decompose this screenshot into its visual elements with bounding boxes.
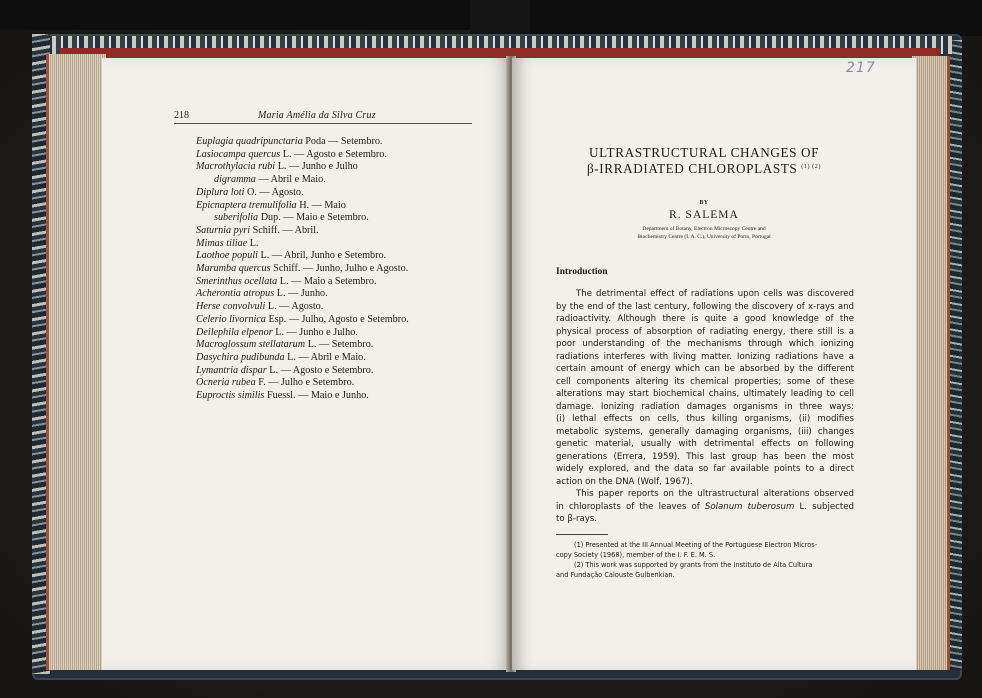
article-author: R. SALEMA [669,209,739,221]
paragraph-line: alterations may start biochemical chains, ultimately leading to cell [556,389,854,399]
species-entry [196,225,486,238]
species-record: H. — Maio [296,199,346,211]
species-record: O. — Agosto. [244,186,304,198]
left-page [102,58,510,670]
species-entry [196,212,486,225]
species-record: L. — Junho e Julho. [272,326,358,338]
species-record: L. — Agosto. [265,301,324,313]
paragraph-line: by the end of the last century, following the discovery of x-rays and [556,301,854,312]
paragraph-line: generations (Errera, 1959). This last group has been the most [556,451,854,462]
handwritten-page-number: 217 [846,60,876,76]
species-entry [196,390,486,403]
species-name: Laothoe populi [196,250,258,262]
introduction-body [556,288,854,526]
paragraph-line: This paper reports on the ultrastructural alterations observed [576,489,854,499]
paragraph-line: damage. Ionizing radiation damages organisms in three ways: [556,401,854,412]
species-entry [196,263,486,276]
species-name-italic: Solanum tuberosum [704,501,795,512]
by-label: BY [699,200,709,206]
species-name: digramma [214,174,256,186]
species-name: Euplagia quadripunctaria [196,136,303,147]
paragraph-line: cell components altering its chemical properties; some of these [556,376,854,387]
species-record: Schiff. — Abril. [250,224,319,236]
species-name: Diplura loti [196,186,245,198]
species-entry [196,250,486,263]
species-record: Poda — Setembro. [302,136,383,147]
paragraph-line: The detrimental effect of radiations upon cells was discovered [576,289,854,299]
article-title [552,146,856,176]
species-name: Celerio livornica [196,313,266,325]
species-list [196,136,486,403]
species-name: Acherontia atropus [196,288,275,300]
affiliation-line-2: Biochemistry Centre (I. A. C.), University of Porto, Portugal [637,234,771,240]
species-entry [196,314,486,327]
species-name: Epicnaptera tremulifolia [196,199,297,211]
footnote-1-line-1: (1) Presented at the III Annual Meeting of the Portuguese Electron Micros- [574,541,818,549]
species-name: Lymantria dispar [196,364,267,376]
species-entry [196,200,486,213]
paragraph-line: (i) lethal effects on cells, thus killing organisms, (ii) modifies [556,414,854,424]
species-entry [196,174,486,187]
scanner-clip-right [530,0,982,36]
paragraph-line: metabolic systems, generally damaging organisms, (iii) changes [556,426,854,437]
paragraph-text: L. subjected [794,501,854,512]
section-heading: Introduction [556,267,608,277]
species-name: Herse convolvuli [196,301,266,313]
affiliation-line-1: Department of Botany, Electron Microscopy Centre and [642,226,766,232]
species-name: Marumba quercus [196,263,271,275]
species-name: Dasychira pudibunda [196,351,285,363]
species-entry [196,136,486,149]
species-entry [196,327,486,340]
species-record: L. — Abril, Junho e Setembro. [257,250,387,262]
paragraph-line: action on the DNA (Wolf, 1967). [556,476,693,487]
species-record: L. — Agosto e Setembro. [280,148,387,160]
paragraph-text: in chloroplasts of the leaves of [556,501,705,512]
author-affiliation [512,225,896,241]
species-name: Saturnia pyri [196,224,251,236]
species-name: Smerinthus ocellata [196,275,278,287]
running-head-author: Maria Amélia da Silva Cruz [258,110,376,121]
title-footnote-marks: (1) (2) [801,164,821,170]
species-entry [196,238,486,251]
species-record: L. — Agosto e Setembro. [266,364,374,376]
species-record: L. — Setembro. [305,339,374,351]
footnote-2-line-2: and Fundação Calouste Gulbenkian. [556,571,675,579]
paragraph-line: physical process of absorption of radiating energy, there still is a [556,326,854,337]
species-record: L. — Maio a Setembro. [277,275,377,287]
page-number: 218 [174,110,189,121]
paragraph-line: poor understanding of the mechanisms through which ionizing [556,339,854,349]
species-name: Ocneria rubea [196,377,256,389]
page-stack-left [46,54,106,670]
right-page [512,58,916,670]
species-name: suberifolia [214,212,259,224]
paragraph-1 [556,288,854,488]
red-page-edge [60,48,940,58]
title-line-1: ULTRASTRUCTURAL CHANGES OF [588,145,820,160]
species-record: Dup. — Maio e Setembro. [258,212,369,224]
paragraph-line: genetic material, usually with detrimental effects on following [556,439,854,449]
species-record: L. [247,237,259,249]
species-entry [196,301,486,314]
species-name: Macroglossum stellatarum [196,339,306,351]
scanner-clip-left [0,0,470,30]
species-entry [196,339,486,352]
paragraph-2 [556,488,854,526]
species-entry [196,365,486,378]
species-entry [196,161,486,174]
species-entry [196,377,486,390]
species-entry [196,149,486,162]
species-name: Lasiocampa quercus [196,148,281,160]
footnotes [556,540,854,580]
running-head [174,110,472,124]
footnote-2-line-1: (2) This work was supported by grants from the Instituto de Alta Cultura [574,561,813,569]
title-line-2: β-IRRADIATED CHLOROPLASTS [587,161,798,176]
footnote-rule [556,534,608,535]
species-entry [196,288,486,301]
species-record: Esp. — Julho, Agosto e Setembro. [265,313,409,325]
species-name: Macrothylacia rubi [196,161,276,173]
paragraph-line: radioactivity. Although there is quite a good knowledge of the [556,314,854,324]
species-name: Euproctis similis [196,390,265,402]
species-record: Schiff. — Junho, Julho e Agosto. [270,263,409,275]
footnote-1-line-2: copy Society (1968), member of the I. F. E. M. S. [556,551,716,559]
paragraph-line: to β-rays. [556,514,598,524]
species-name: Mimas tiliae [196,237,248,249]
species-name: Deilephila elpenor [196,326,273,338]
species-record: Fuessl. — Maio e Junho. [264,390,369,402]
page-stack-right [912,56,950,670]
paragraph-line: radiations interferes with living matter. Ionizing radiations have a [556,351,854,362]
paragraph-line: widely explored, and the data so far available points to a direct [556,464,854,474]
species-entry [196,276,486,289]
paragraph-line [556,501,854,514]
species-entry [196,352,486,365]
species-record: L. — Junho e Julho [275,161,358,173]
species-entry [196,187,486,200]
paragraph-line: certain amount of energy which can be absorbed by the different [556,364,854,374]
species-record: L. — Abril e Maio. [284,351,366,363]
species-record: F. — Julho e Setembro. [255,377,355,389]
species-record: — Abril e Maio. [255,174,326,186]
species-record: L. — Junho. [274,288,328,300]
